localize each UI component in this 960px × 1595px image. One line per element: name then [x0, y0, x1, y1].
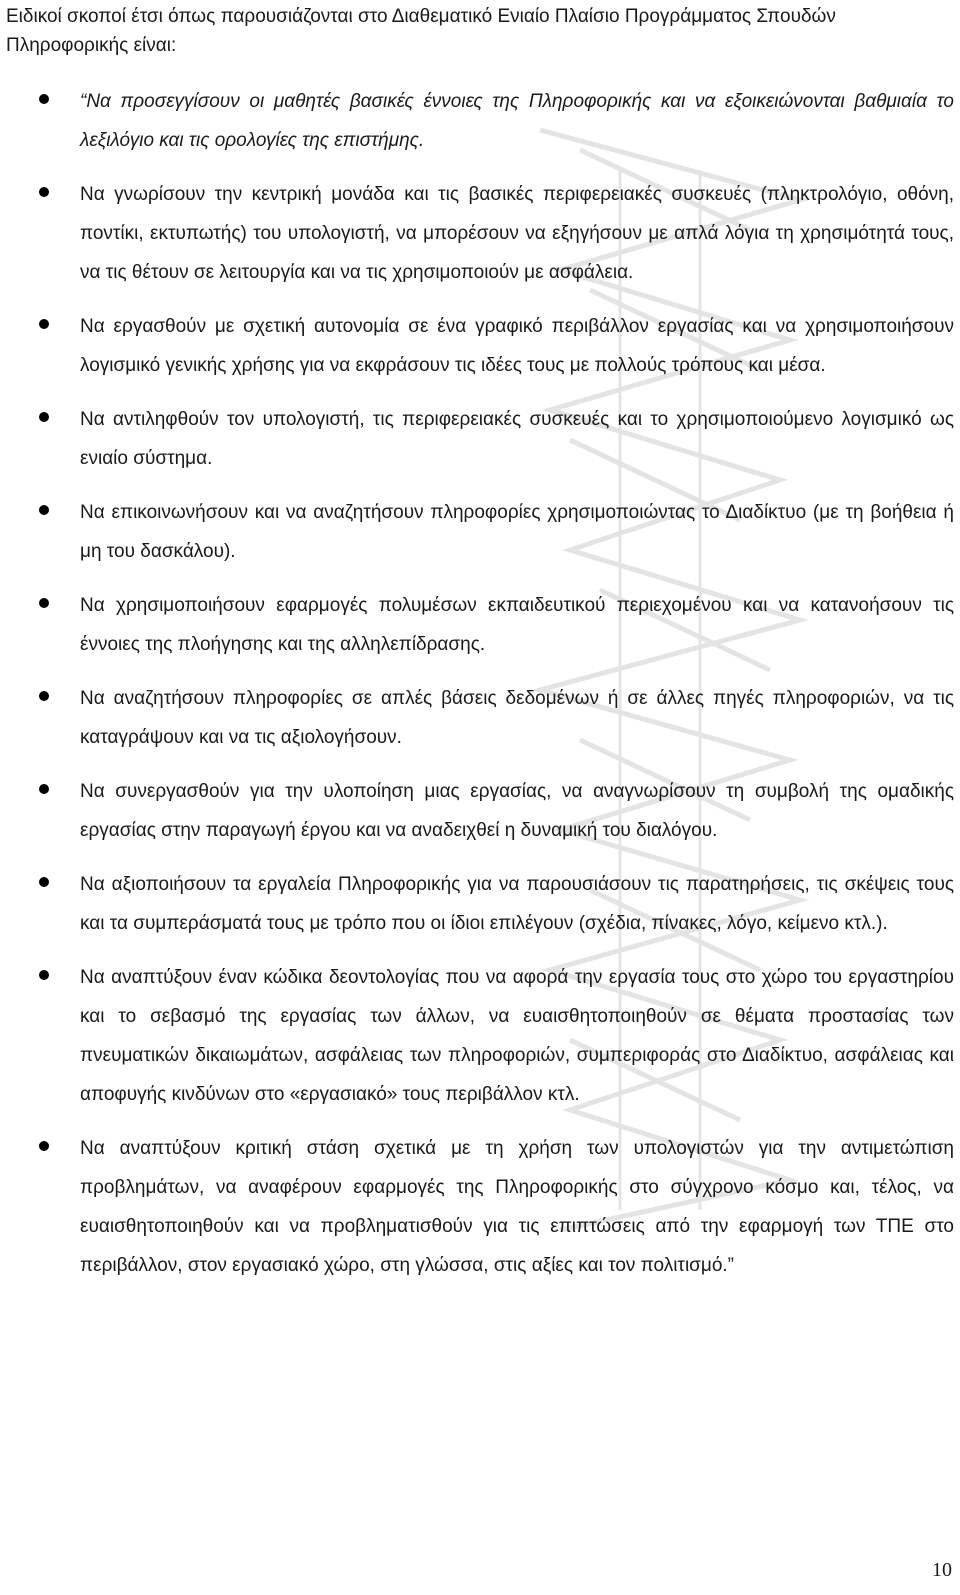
list-item-text: Να αναπτύξουν κριτική στάση σχετικά με τη χρήση των υπολογιστών για την αντιμετώπιση προβλημάτων, να αναφέρουν εφαρμογές της Πληροφορικής στο σύγχρονο κόσμο και, τέλος, να ευαισθητοποιηθούν και να προβληματισθούν για τις επιπτώσεις από την εφαρμογή των ΤΠΕ στο περιβάλλον, στον εργασιακό χώρο, στη γλώσσα, στις αξίες και τον πολιτισμό.” [80, 1138, 954, 1276]
list-item [0, 1129, 960, 1285]
page-heading: Ειδικοί σκοποί έτσι όπως παρουσιάζονται στο Διαθεματικό Ενιαίο Πλαίσιο Προγράμματος Σπουδών Πληροφορικής είναι: [6, 6, 836, 56]
objectives-list [0, 82, 960, 1300]
list-item [0, 772, 960, 850]
list-item [0, 400, 960, 478]
list-item [0, 958, 960, 1114]
list-item-text: Να αναζητήσουν πληροφορίες σε απλές βάσεις δεδομένων ή σε άλλες πηγές πληροφοριών, να τις καταγράψουν και να τις αξιολογήσουν. [80, 688, 954, 748]
list-item-text: Να γνωρίσουν την κεντρική μονάδα και τις βασικές περιφερειακές συσκευές (πληκτρολόγιο, οθόνη, ποντίκι, εκτυπωτής) του υπολογιστή, να μπορέσουν να εξηγήσουν με απλά λόγια τη χρησιμότητά τους, να τις θέτουν σε λειτουργία και να τις χρησιμοποιούν με ασφάλεια. [80, 184, 954, 283]
bullet-icon [39, 187, 49, 197]
list-item [0, 493, 960, 571]
bullet-icon [39, 877, 49, 887]
bullet-icon [39, 691, 49, 701]
list-item [0, 82, 960, 160]
bullet-icon [39, 505, 49, 515]
list-item [0, 175, 960, 292]
list-item-text: Να αξιοποιήσουν τα εργαλεία Πληροφορικής για να παρουσιάσουν τις παρατηρήσεις, τις σκέψεις τους και τα συμπεράσματά τους με τρόπο που οι ίδιοι επιλέγουν (σχέδια, πίνακες, λόγο, κείμενο κτλ.). [80, 874, 954, 934]
list-item [0, 586, 960, 664]
list-item [0, 865, 960, 943]
list-item-text: Να συνεργασθούν για την υλοποίηση μιας εργασίας, να αναγνωρίσουν τη συμβολή της ομαδικής εργασίας στην παραγωγή έργου και να αναδειχθεί η δυναμική του διαλόγου. [80, 781, 954, 841]
list-item-text: Να αντιληφθούν τον υπολογιστή, τις περιφερειακές συσκευές και το χρησιμοποιούμενο λογισμικό ως ενιαίο σύστημα. [80, 409, 954, 469]
list-item [0, 307, 960, 385]
bullet-icon [39, 1141, 49, 1151]
bullet-icon [39, 319, 49, 329]
bullet-icon [39, 784, 49, 794]
bullet-icon [39, 412, 49, 422]
list-item-text: Να χρησιμοποιήσουν εφαρμογές πολυμέσων εκπαιδευτικού περιεχομένου και να κατανοήσουν τις έννοιες της πλοήγησης και της αλληλεπίδρασης. [80, 595, 954, 655]
list-item-text: Να επικοινωνήσουν και να αναζητήσουν πληροφορίες χρησιμοποιώντας το Διαδίκτυο (με τη βοήθεια ή μη του δασκάλου). [80, 502, 954, 562]
bullet-icon [39, 970, 49, 980]
list-item [0, 679, 960, 757]
bullet-icon [39, 94, 49, 104]
page-number: 10 [932, 1559, 952, 1581]
bullet-icon [39, 598, 49, 608]
list-item-text: Να εργασθούν με σχετική αυτονομία σε ένα γραφικό περιβάλλον εργασίας και να χρησιμοποιήσουν λογισμικό γενικής χρήσης για να εκφράσουν τις ιδέες τους με πολλούς τρόπους και μέσα. [80, 316, 954, 376]
list-item-text: Να αναπτύξουν έναν κώδικα δεοντολογίας που να αφορά την εργασία τους στο χώρο του εργαστηρίου και το σεβασμό της εργασίας των άλλων, να ευαισθητοποιηθούν σε θέματα προστασίας των πνευματικών δικαιωμάτων, ασφάλειας των πληροφοριών, συμπεριφοράς στο Διαδίκτυο, ασφάλειας και αποφυγής κινδύνων στο «εργασιακό» τους περιβάλλον κτλ. [80, 967, 954, 1105]
list-item-text: “Να προσεγγίσουν οι μαθητές βασικές έννοιες της Πληροφορικής και να εξοικειώνονται βαθμιαία το λεξιλόγιο και τις ορολογίες της επιστήμης. [80, 91, 954, 151]
